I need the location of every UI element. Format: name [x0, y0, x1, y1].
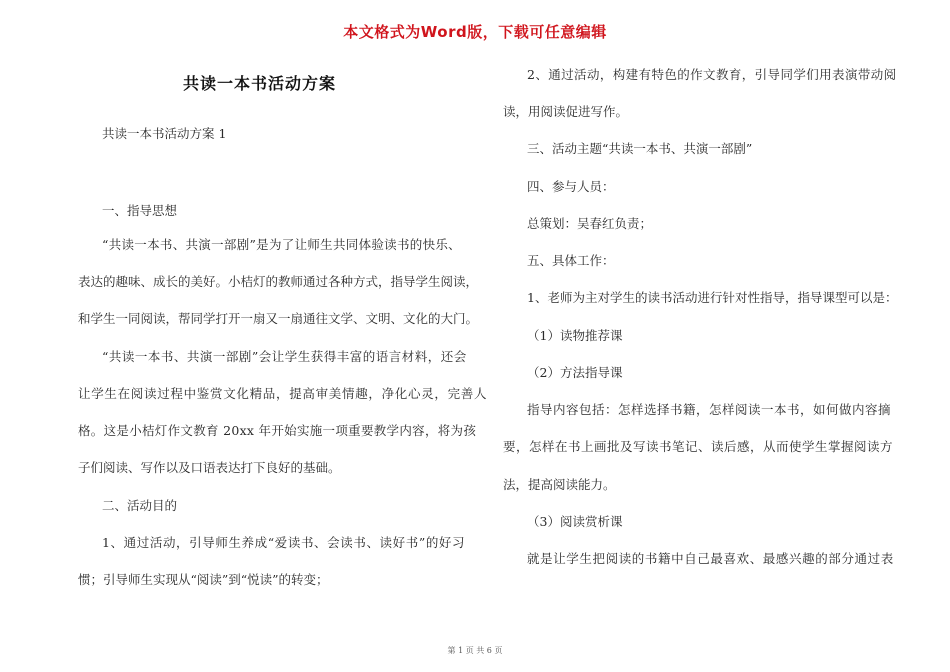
list-item: （3）阅读赏析课	[527, 514, 623, 529]
page-number-footer: 第 1 页 共 6 页	[447, 646, 503, 655]
format-notice-banner: 本文格式为Word版，下载可任意编辑	[343, 23, 607, 41]
paragraph-line: 2、通过活动，构建有特色的作文教育，引导同学们用表演带动阅	[527, 67, 897, 82]
paragraph-line: “共读一本书、共演一部剧”是为了让师生共同体验读书的快乐、	[102, 237, 461, 252]
list-item: （2）方法指导课	[527, 365, 623, 380]
paragraph-line: 法，提高阅读能力。	[503, 477, 616, 492]
paragraph-line: 子们阅读、写作以及口语表达打下良好的基础。	[78, 460, 341, 475]
document-title: 共读一本书活动方案	[183, 74, 337, 93]
paragraph-line: 就是让学生把阅读的书籍中自己最喜欢、最感兴趣的部分通过表	[527, 551, 894, 566]
paragraph-line: 表达的趣味、成长的美好。小桔灯的教师通过各种方式，指导学生阅读，	[78, 274, 479, 289]
paragraph-line: “共读一本书、共演一部剧”会让学生获得丰富的语言材料，还会	[102, 349, 467, 364]
paragraph-line: 让学生在阅读过程中鉴赏文化精品，提高审美情趣，净化心灵，完善人	[78, 386, 488, 401]
section-heading: 四、参与人员：	[527, 179, 615, 194]
section-heading: 五、具体工作：	[527, 253, 615, 268]
paragraph-line: 1、老师为主对学生的读书活动进行针对性指导，指导课型可以是：	[527, 290, 898, 305]
list-item: （1）读物推荐课	[527, 328, 623, 343]
paragraph-line: 1、通过活动，引导师生养成“爱读书、会读书、读好书”的好习	[102, 535, 466, 550]
paragraph-line: 惯；引导师生实现从“阅读”到“悦读”的转变；	[78, 572, 329, 587]
paragraph-line: 总策划：吴春红负责；	[527, 216, 653, 231]
paragraph-line: 格。这是小桔灯作文教育 20xx 年开始实施一项重要教学内容，将为孩	[78, 423, 477, 438]
paragraph-line: 读，用阅读促进写作。	[503, 104, 629, 119]
section-heading: 三、活动主题“共读一本书、共演一部剧”	[527, 141, 753, 156]
subtitle-line: 共读一本书活动方案 1	[102, 126, 227, 141]
section-heading: 一、指导思想	[102, 203, 178, 218]
paragraph-line: 和学生一同阅读，帮同学打开一扇又一扇通往文学、文明、文化的大门。	[78, 311, 479, 326]
paragraph-line: 指导内容包括：怎样选择书籍，怎样阅读一本书，如何做内容摘	[527, 402, 892, 417]
paragraph-line: 要，怎样在书上画批及写读书笔记、读后感，从而使学生掌握阅读方	[503, 439, 894, 454]
section-heading: 二、活动目的	[102, 498, 178, 513]
